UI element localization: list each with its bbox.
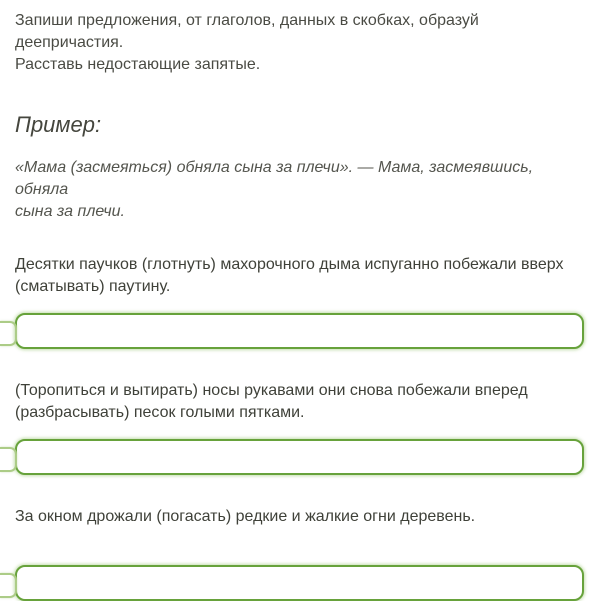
task-block-3 — [15, 506, 584, 601]
task-block-1 — [15, 254, 584, 349]
answer-row-3 — [15, 565, 584, 601]
answer-row-1 — [15, 313, 584, 349]
example-heading: Пример: — [15, 112, 102, 137]
example-line: «Мама (засмеяться) обняла сына за плечи». — Мама, засмеявшись, обняла — [15, 159, 534, 198]
task-sentence-1 — [15, 254, 584, 299]
example-line: сына за плечи. — [15, 203, 125, 220]
task-line: За окном дрожали (погасать) редкие и жалкие огни деревень. — [15, 508, 476, 525]
task-sentence-3 — [15, 506, 584, 551]
example-text — [15, 157, 584, 223]
task-block-2 — [15, 380, 584, 475]
answer-row-2 — [15, 439, 584, 475]
task-line: (разбрасывать) песок голыми пятками. — [15, 404, 305, 421]
task-line: Десятки паучков (глотнуть) махорочного дыма испуганно побежали вверх — [15, 256, 564, 273]
instruction-line: Запиши предложения, от глаголов, данных в скобках, образуй деепричастия. — [15, 12, 479, 51]
answer-input-3[interactable] — [15, 565, 584, 601]
task-line: (сматывать) паутину. — [15, 278, 171, 295]
task-line: (Торопиться и вытирать) носы рукавами они снова побежали вперед — [15, 382, 528, 399]
answer-input-1[interactable] — [15, 313, 584, 349]
answer-input-2[interactable] — [15, 439, 584, 475]
task-instruction — [15, 10, 584, 76]
task-sentence-2 — [15, 380, 584, 425]
instruction-line: Расставь недостающие запятые. — [15, 56, 261, 73]
